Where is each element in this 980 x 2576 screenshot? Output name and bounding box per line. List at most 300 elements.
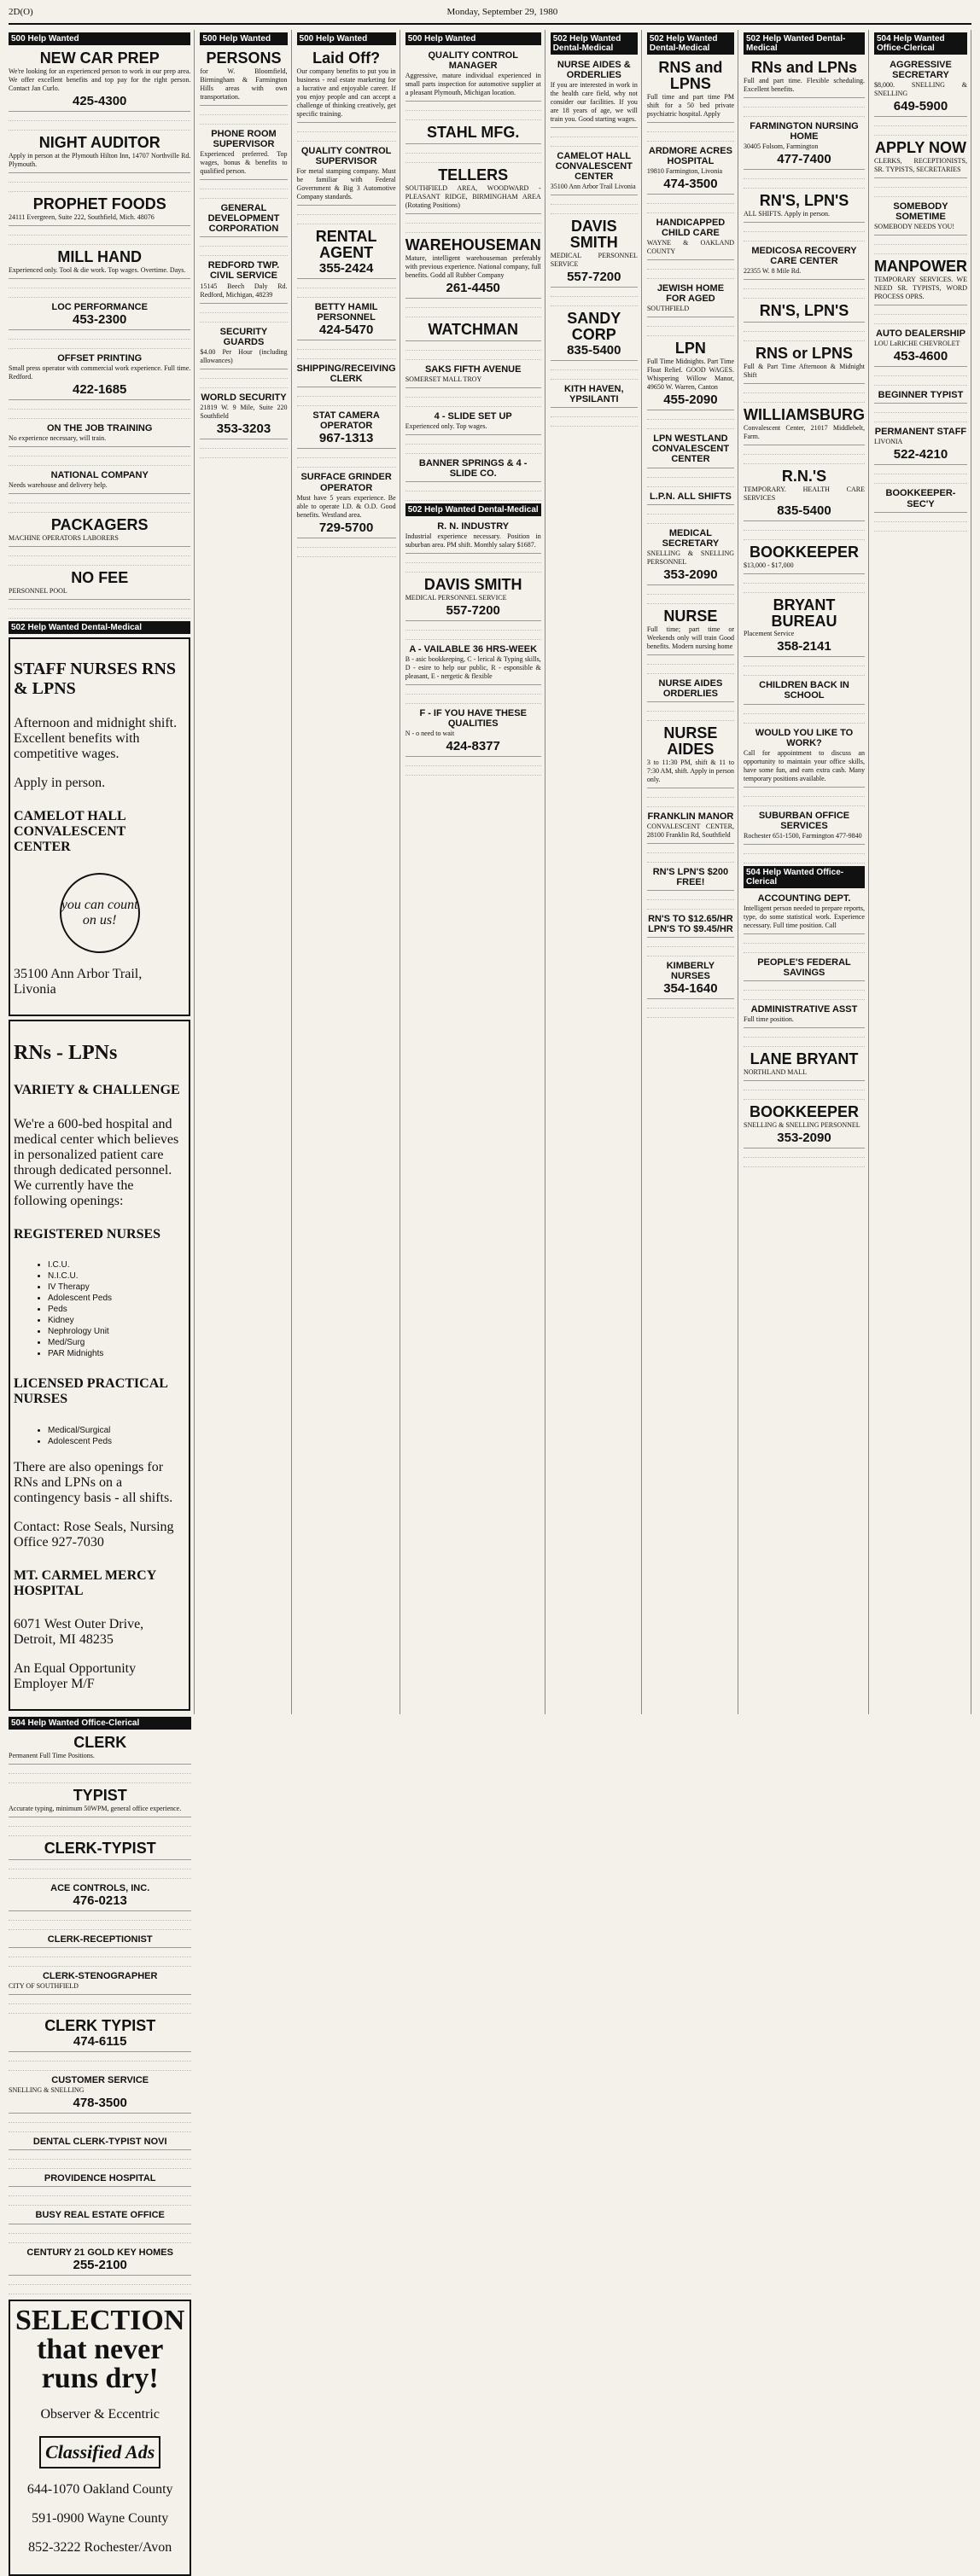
small-print-line	[405, 113, 541, 120]
ad-title: WAREHOUSEMAN	[405, 236, 541, 253]
small-print-line	[9, 237, 190, 245]
ad-title: L.P.N. ALL SHIFTS	[650, 491, 732, 502]
ad-title: LOC PERFORMANCE	[51, 301, 148, 312]
classified-ad	[551, 57, 638, 128]
classified-ad	[744, 891, 865, 934]
classified-ad	[405, 519, 541, 554]
ad-body: If you are interested in work in the health care field, why not consider our facilities. If you are 18 years of age, we will train you. Good starting wages.	[550, 81, 638, 124]
small-print-line	[9, 2287, 191, 2294]
small-print-line	[9, 1776, 191, 1783]
section-header: 500 Help Wanted	[405, 32, 541, 45]
classified-ad	[744, 243, 865, 280]
ad-body: B - asic bookkeeping, C - lerical & Typing skills, D - esire to help our public, R - esponsible & pleasant, E - nergetic & flexible	[405, 655, 541, 681]
classified-ad	[9, 421, 190, 447]
ad-phone: 422-1685	[73, 381, 127, 397]
small-print-line	[744, 1039, 865, 1047]
ad-title: NURSE AIDES ORDERLIES	[658, 677, 723, 699]
small-print-line	[551, 206, 638, 214]
small-print-line	[647, 125, 734, 132]
small-print-line	[874, 189, 967, 197]
small-print-line	[9, 496, 190, 503]
classified-ad	[297, 469, 396, 538]
section-header: 500 Help Wanted	[9, 32, 190, 45]
ad-eoe: An Equal Opportunity Employer M/F	[14, 1661, 137, 1692]
small-print-line	[405, 146, 541, 154]
ad-title: SURFACE GRINDER OPERATOR	[300, 472, 392, 493]
ad-title: AGGRESSIVE SECRETARY	[890, 60, 952, 81]
promo-phone: 852-3222 Rochester/Avon	[28, 2539, 172, 2555]
ad-title: PERSONS	[206, 49, 282, 67]
small-print-line	[551, 130, 638, 137]
classified-ad	[9, 515, 190, 547]
classified-ad	[647, 864, 734, 891]
ad-org: MT. CARMEL MERCY HOSPITAL	[14, 1568, 156, 1599]
small-print-line	[744, 1030, 865, 1038]
small-print-line	[9, 1997, 191, 2004]
small-print-line	[297, 389, 396, 397]
ad-body: SOMERSET MALL TROY	[405, 375, 482, 383]
small-print-line	[647, 1010, 734, 1018]
column-3	[297, 30, 400, 1714]
ad-body: Apply in person at the Plymouth Hilton Inn, 14707 Northville Rd. Plymouth.	[9, 151, 191, 168]
small-print-line	[9, 1819, 191, 1827]
ad-title: LPN	[674, 340, 706, 358]
classified-ad	[9, 2015, 191, 2052]
ad-body: LIVONIA	[873, 438, 903, 446]
small-print-line	[200, 108, 287, 115]
ad-body: Accurate typing, minimum 50WPM, general office experience.	[9, 1805, 182, 1813]
ad-body: 19810 Farmington, Livonia	[646, 166, 723, 175]
small-print-line	[9, 281, 190, 288]
ad-title: PROVIDENCE HOSPITAL	[44, 2173, 156, 2184]
ad-title: AUTO DEALERSHIP	[876, 329, 965, 340]
small-print-line	[744, 856, 865, 864]
section-header: 504 Help Wanted Office-Clerical	[874, 32, 967, 55]
section-header: 502 Help Wanted Dental-Medical	[647, 32, 734, 55]
ad-phone: 261-4450	[446, 280, 500, 295]
small-print-line	[9, 611, 190, 619]
classified-ad	[874, 256, 967, 305]
ad-title: CAMELOT HALL CONVALESCENT CENTER	[555, 151, 633, 183]
ad-title: BUSY REAL ESTATE OFFICE	[35, 2210, 165, 2221]
small-print-line	[744, 456, 865, 464]
ad-title: ACCOUNTING DEPT.	[757, 893, 851, 904]
ad-body: $4.00 Per Hour (including allowances)	[200, 347, 288, 364]
ad-title: KITH HAVEN, YPSILANTI	[564, 384, 624, 405]
ad-title: RENTAL AGENT	[315, 228, 377, 261]
small-print-line	[744, 799, 865, 806]
ad-address: 6071 West Outer Drive, Detroit, MI 48235	[14, 1617, 144, 1648]
ad-body: Full time position.	[744, 1015, 794, 1024]
classified-ad	[9, 468, 190, 494]
ad-body: for W. Bloomfield, Birmingham & Farmington Hills areas with own transportation.	[200, 67, 288, 101]
ad-title: KIMBERLY NURSES	[666, 961, 715, 982]
small-print-line	[874, 317, 967, 324]
column-2	[200, 30, 291, 1714]
small-print-line	[744, 846, 865, 854]
classified-ad	[744, 542, 865, 574]
ad-title: WOULD YOU LIKE TO WORK?	[755, 727, 854, 748]
opening-item: • N.I.C.U.	[48, 1271, 185, 1281]
ad-body: No experience necessary, will train.	[9, 433, 107, 442]
ad-body: SOUTHFIELD AREA, WOODWARD - PLEASANT RIDGE, BIRMINGHAM AREA (Rotating Positions)	[405, 183, 541, 209]
small-print-line	[405, 759, 541, 766]
ad-body: Must have 5 years experience. Be able to operate I.D. & O.D. Good benefits. Westland area.	[296, 493, 396, 519]
ad-body: Placement Service	[744, 630, 795, 638]
classified-ad	[744, 808, 865, 845]
classified-ad	[551, 308, 638, 361]
ad-body: 21819 W. 9 Mile, Suite 220 Southfield	[200, 403, 288, 420]
small-print-line	[9, 2198, 191, 2206]
ad-body: Convalescent Center, 21017 Middlebelt, Farm.	[744, 423, 865, 440]
ad-body: Experienced only. Tool & die work. Top wages. Overtime. Days.	[9, 265, 186, 274]
small-print-line	[744, 395, 865, 403]
small-print-line	[405, 103, 541, 111]
ad-body: Full time and part time PM shift for a 50 bed private psychiatric hospital. Apply	[646, 92, 734, 118]
classified-ad	[744, 57, 865, 98]
section-header: 500 Help Wanted	[297, 32, 396, 45]
opening-item: • Med/Surg	[48, 1338, 185, 1347]
small-print-line	[9, 458, 190, 466]
classified-ad	[874, 424, 967, 465]
small-print-line	[744, 668, 865, 676]
small-print-line	[9, 2115, 191, 2123]
small-print-line	[647, 666, 734, 674]
classified-ad	[200, 201, 287, 237]
ad-title: RNS and LPNS	[658, 59, 723, 92]
ad-body: Intelligent person needed to prepare reports, type, do some statistical work. Experience necessary. Full time position. Call	[744, 904, 865, 930]
classified-ad	[647, 431, 734, 468]
small-print-line	[647, 516, 734, 524]
small-print-line	[874, 405, 967, 413]
small-print-line	[744, 992, 865, 1000]
ad-phone: 522-4210	[893, 447, 948, 462]
ad-body: 24111 Evergreen, Suite 222, Southfield, Mich. 48076	[9, 212, 155, 221]
ad-body: 35100 Ann Arbor Trail Livonia	[550, 183, 636, 191]
classified-ad	[874, 199, 967, 236]
small-print-line	[405, 352, 541, 360]
classified-ad	[405, 409, 541, 435]
classified-ad	[405, 165, 541, 214]
small-print-line	[200, 248, 287, 256]
classified-ad	[9, 48, 190, 112]
small-print-line	[405, 446, 541, 454]
ad-title: RNS or LPNS	[755, 345, 853, 363]
ad-body: 30405 Folsom, Farmington	[744, 142, 819, 151]
ad-phone: 474-3500	[663, 176, 718, 191]
small-print-line	[9, 402, 190, 410]
ad-title: NATIONAL COMPANY	[50, 469, 149, 480]
small-print-line	[744, 282, 865, 289]
ad-body: SOMEBODY NEEDS YOU!	[873, 223, 955, 231]
ad-body: WAYNE & OAKLAND COUNTY	[646, 239, 734, 256]
small-print-line	[9, 2277, 191, 2285]
column-5	[551, 30, 642, 1714]
small-print-line	[405, 399, 541, 407]
ad-title: BEGINNER TYPIST	[878, 390, 964, 401]
ad-title: ARDMORE ACRES HOSPITAL	[648, 145, 732, 166]
ad-phone: 355-2424	[318, 260, 374, 276]
small-print-line	[9, 1950, 191, 1957]
classified-ad	[551, 148, 638, 195]
ad-section: LICENSED PRACTICAL NURSES	[14, 1376, 168, 1407]
ad-body: Experienced preferred. Top wages, bonus & benefits to qualified person.	[200, 150, 288, 176]
ad-phone: 354-1640	[663, 981, 718, 997]
small-print-line	[744, 386, 865, 393]
classified-ad	[744, 404, 865, 445]
classified-ad	[405, 319, 541, 341]
ad-title: BOOKKEEPER-SEC'Y	[885, 488, 956, 509]
opening-item: • Adolescent Peds	[48, 1294, 185, 1303]
small-print-line	[647, 657, 734, 665]
small-print-line	[647, 596, 734, 604]
small-print-line	[744, 576, 865, 584]
small-print-line	[647, 412, 734, 420]
small-print-line	[647, 939, 734, 947]
ad-phone: 557-7200	[446, 603, 500, 619]
ad-body: CONVALESCENT CENTER, 28100 Franklin Rd, Southfield	[646, 822, 734, 839]
small-print-line	[647, 902, 734, 910]
small-print-line	[874, 476, 967, 484]
classified-ad	[744, 1002, 865, 1028]
ad-title: PROPHET FOODS	[32, 195, 166, 212]
ad-phone: 649-5900	[893, 99, 948, 114]
ad-title: FARMINGTON NURSING HOME	[750, 120, 859, 142]
classified-ad	[744, 190, 865, 223]
small-print-line	[744, 983, 865, 991]
small-print-line	[744, 109, 865, 117]
small-print-line	[647, 1001, 734, 1009]
ad-apply: Apply in person.	[14, 775, 106, 790]
ad-phone: 835-5400	[777, 503, 831, 518]
classified-ad	[9, 194, 190, 226]
opening-item: • IV Therapy	[48, 1282, 185, 1292]
ad-title: HANDICAPPED CHILD CARE	[656, 217, 726, 239]
ad-title: DAVIS SMITH	[569, 218, 618, 252]
section-header: 502 Help Wanted Dental-Medical	[405, 503, 541, 516]
small-print-line	[744, 100, 865, 108]
column-6	[647, 30, 738, 1714]
classified-ad	[647, 143, 734, 195]
classified-ad	[9, 1881, 191, 1911]
small-print-line	[405, 300, 541, 308]
ad-body: N - o need to wait	[405, 730, 455, 738]
small-print-line	[405, 484, 541, 491]
small-print-line	[9, 2152, 191, 2160]
ad-title: R.N.'S	[781, 467, 827, 485]
small-print-line	[9, 228, 190, 236]
ad-phone: 478-3500	[73, 2096, 127, 2111]
classified-ad	[405, 235, 541, 299]
classified-ad	[200, 48, 287, 106]
classified-ad	[405, 574, 541, 621]
small-print-line	[297, 398, 396, 406]
small-print-line	[297, 460, 396, 468]
ad-body: 15145 Beech Daly Rd. Redford, Michigan, 48239	[200, 282, 288, 299]
ad-body: $13,000 - $17,000	[744, 561, 794, 569]
ad-body: Industrial experience necessary. Position in suburban area. PM shift. Monthly salary $1687.	[405, 532, 541, 550]
count-on-us-logo: you can count on us!	[60, 873, 140, 953]
small-print-line	[647, 134, 734, 142]
small-print-line	[744, 716, 865, 724]
classified-ad	[200, 390, 287, 439]
small-print-line	[405, 687, 541, 695]
page-number: 2D(O)	[9, 7, 33, 17]
small-print-line	[405, 632, 541, 640]
small-print-line	[647, 271, 734, 279]
small-print-line	[744, 707, 865, 714]
small-print-line	[405, 155, 541, 163]
ad-body: Rochester 651-1500, Farmington 477-9840	[744, 831, 862, 840]
ad-title: SAKS FIFTH AVENUE	[424, 363, 522, 375]
promo-headline: SELECTION that never runs dry!	[15, 2304, 185, 2394]
opening-item: • I.C.U.	[48, 1260, 185, 1270]
ad-body: We're a 600-bed hospital and medical center which believes in personalized patient care through dedicated personnel. We currently have the following openings:	[14, 1116, 179, 1208]
small-print-line	[551, 289, 638, 297]
lpn-openings-list	[14, 1426, 185, 1446]
classified-ad	[744, 466, 865, 521]
classified-ad	[551, 216, 638, 288]
ad-org: CAMELOT HALL CONVALESCENT CENTER	[14, 808, 126, 854]
small-print-line	[874, 378, 967, 386]
ad-title: MEDICOSA RECOVERY CARE CENTER	[751, 245, 857, 267]
ad-phone: 474-6115	[73, 2034, 127, 2050]
small-print-line	[744, 523, 865, 531]
small-print-line	[647, 196, 734, 204]
small-print-line	[647, 206, 734, 213]
ad-title: Laid Off?	[312, 49, 381, 67]
small-print-line	[744, 334, 865, 341]
small-print-line	[647, 587, 734, 595]
section-header: 502 Help Wanted Dental-Medical	[551, 32, 638, 55]
small-print-line	[647, 422, 734, 429]
small-print-line	[647, 262, 734, 270]
ad-title: NURSE AIDES & ORDERLIES	[557, 60, 631, 81]
ad-title: R. N. INDUSTRY	[437, 521, 510, 532]
ad-title: CHILDREN BACK IN SCHOOL	[759, 680, 849, 701]
section-header: 502 Help Wanted Dental-Medical	[9, 621, 190, 634]
ad-body: MEDICAL PERSONNEL SERVICE	[550, 252, 638, 269]
ad-body: SOUTHFIELD	[646, 305, 690, 313]
ad-subtitle: VARIETY & CHALLENGE	[14, 1083, 180, 1098]
ad-body: LOU LaRICHE CHEVROLET	[873, 340, 960, 348]
ad-body: Mature, intelligent warehouseman preferably with previous experience. National company, full benefits. Godd all Rubber Company	[405, 253, 541, 279]
small-print-line	[9, 2006, 191, 2014]
small-print-line	[744, 172, 865, 179]
small-print-line	[647, 855, 734, 863]
ad-title: 4 - SLIDE SET UP	[434, 410, 512, 422]
small-print-line	[200, 381, 287, 388]
classified-ad	[297, 48, 396, 123]
small-print-line	[405, 225, 541, 233]
ad-title: RN'S TO $12.65/HR LPN'S TO $9.45/HR	[648, 913, 733, 935]
classified-ad	[9, 299, 190, 330]
classified-ad	[744, 955, 865, 981]
small-print-line	[647, 329, 734, 336]
ad-title: DAVIS SMITH	[423, 576, 522, 594]
ad-title: WORLD SECURITY	[201, 392, 287, 403]
classified-ad	[200, 126, 287, 180]
small-print-line	[297, 217, 396, 224]
small-print-line	[744, 585, 865, 593]
classified-ad	[297, 226, 396, 279]
ad-phone: 358-2141	[777, 639, 831, 654]
ad-title: BANNER SPRINGS & 4 - SLIDE CO.	[418, 457, 528, 480]
ad-body: Full time; part time or Weekends only will train Good benefits. Modern nursing home	[646, 625, 734, 650]
ad-title: STAHL MFG.	[427, 124, 520, 142]
section-header: 504 Help Wanted Office-Clerical	[9, 1717, 191, 1730]
ad-title: WATCHMAN	[428, 320, 519, 338]
small-print-line	[647, 704, 734, 712]
small-print-line	[744, 181, 865, 189]
small-print-line	[9, 113, 190, 121]
small-print-line	[874, 307, 967, 315]
classified-ad	[551, 381, 638, 408]
small-print-line	[405, 437, 541, 445]
opening-item: • Nephrology Unit	[48, 1327, 185, 1336]
small-print-line	[9, 1922, 191, 1930]
ad-title: REDFORD TWP. CIVIL SERVICE	[207, 260, 280, 282]
small-print-line	[874, 119, 967, 126]
classified-ad	[9, 2171, 191, 2187]
small-print-line	[405, 696, 541, 704]
classified-ad	[9, 1932, 191, 1948]
small-print-line	[405, 216, 541, 224]
small-print-line	[744, 659, 865, 666]
ad-body: Our company benefits to put you in business - real estate marketing for a lucrative and enjoyable career. If you enjoy people and can accept a challenge of thinking creatively, get specific training.	[296, 67, 396, 118]
promo-phone: 591-0900 Wayne County	[32, 2510, 169, 2526]
small-print-line	[744, 1160, 865, 1167]
ad-body: SNELLING & SNELLING PERSONNEL	[646, 549, 734, 566]
ad-title: MILL HAND	[57, 247, 143, 265]
small-print-line	[297, 342, 396, 350]
small-print-line	[744, 945, 865, 953]
classified-ad	[200, 324, 287, 369]
ad-phone: 455-2090	[663, 393, 718, 408]
ad-body: MACHINE OPERATORS LABORERS	[9, 533, 119, 542]
ad-body: PERSONNEL POOL	[9, 586, 67, 595]
small-print-line	[9, 602, 190, 609]
ad-title: PHONE ROOM SUPERVISOR	[211, 128, 277, 149]
classified-ad	[874, 387, 967, 404]
classified-ad	[744, 677, 865, 704]
classified-ad	[9, 1838, 191, 1860]
classified-ad	[9, 351, 190, 400]
classified-ad	[405, 48, 541, 102]
small-print-line	[551, 410, 638, 417]
small-print-line	[551, 139, 638, 147]
classified-ad	[744, 1049, 865, 1081]
small-print-line	[647, 893, 734, 900]
ad-title: DENTAL CLERK-TYPIST NOVI	[32, 2137, 167, 2148]
ad-title: ON THE JOB TRAINING	[46, 422, 153, 433]
ad-section: REGISTERED NURSES	[14, 1226, 161, 1241]
classified-ad	[9, 2245, 191, 2276]
ad-body: 3 to 11:30 PM, shift & 11 to 7:30 AM, shift. Apply in person only.	[646, 758, 734, 783]
small-print-line	[551, 419, 638, 427]
promo-brand: Observer & Eccentric	[40, 2406, 160, 2422]
classified-ad	[744, 1102, 865, 1148]
ad-title: BOOKKEEPER	[749, 543, 859, 561]
ad-phone: 476-0213	[73, 1893, 127, 1909]
small-print-line	[874, 515, 967, 522]
small-print-line	[9, 549, 190, 556]
small-print-line	[297, 352, 396, 359]
ad-phone: 453-4600	[893, 349, 948, 364]
small-print-line	[9, 332, 190, 340]
ad-title: STAFF NURSES RNS & LPNS	[14, 659, 177, 698]
ad-title: QUALITY CONTROL SUPERVISOR	[300, 145, 392, 166]
